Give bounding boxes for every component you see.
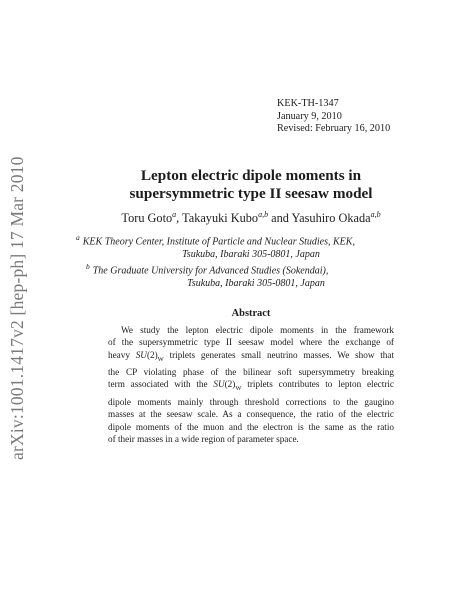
abstract-line: the CP violating phase of the bilinear soft supersymmetry breaking (108, 367, 394, 378)
affiliation-address: Tsukuba, Ibaraki 305-0801, Japan (187, 278, 325, 290)
abstract-line: We study the lepton electric dipole moments in the framework (121, 325, 394, 335)
math-subscript: W (235, 385, 242, 393)
math-su-arg: (2) (146, 349, 158, 360)
author-name: Takayuki Kubo (182, 211, 259, 226)
affiliation-line: The Graduate University for Advanced Studies (Sokendai), (92, 265, 329, 277)
abstract-heading: Abstract (231, 308, 271, 319)
author-conjunction: and (271, 211, 289, 226)
paper-title (70, 167, 432, 202)
preprint-revised: Revised: February 16, 2010 (277, 123, 391, 134)
author-name: Yasuhiro Okada (291, 211, 371, 226)
affiliation-mark: b (86, 262, 90, 271)
abstract-text: triplets generates small neutrino masses. We show that (169, 349, 394, 360)
abstract-line (108, 349, 394, 366)
affiliation (76, 231, 426, 261)
affiliation-line: KEK Theory Center, Institute of Particle and Nuclear Studies, KEK, (82, 236, 355, 248)
affiliation-mark: a (76, 233, 80, 242)
author-name: Toru Goto (121, 211, 173, 226)
abstract-line: dipole moments mainly through threshold corrections to the gaugino (108, 396, 394, 407)
abstract-text: heavy (108, 349, 130, 360)
title-line-1: Lepton electric dipole moments in (140, 167, 362, 184)
abstract-line: of their masses in a wide region of parameter space. (108, 433, 299, 444)
math-su: SU (213, 379, 225, 390)
arxiv-identifier: arXiv:1001.1417v2 [hep-ph] 17 Mar 2010 (7, 156, 27, 460)
abstract-body (108, 324, 394, 445)
abstract-line (108, 378, 394, 395)
preprint-info (277, 98, 390, 136)
math-su: SU (135, 349, 147, 360)
abstract-text: term associated with the (108, 379, 208, 390)
abstract-line: dipole moments of the muon and the electron is the same as the ratio (108, 421, 394, 432)
abstract-line: masses at the seesaw scale. As a consequence, the ratio of the electric (108, 409, 394, 420)
affiliation (86, 260, 426, 290)
author-affiliation-mark: a (172, 210, 177, 219)
title-line-2: supersymmetric type II seesaw model (129, 184, 373, 202)
author-list: Toru Goto$^a$, Takayuki Kubo$^{a,b}$ and Yasuhiro Okada$^{a,b}$ (121, 210, 381, 226)
math-subscript: W (157, 355, 164, 363)
math-su-arg: (2) (224, 379, 236, 390)
author-affiliation-mark: a,b (370, 210, 381, 219)
preprint-date: January 9, 2010 (277, 110, 342, 122)
affiliation-address: Tsukuba, Ibaraki 305-0801, Japan (182, 249, 320, 261)
abstract-line: of the supersymmetric type II seesaw model where the exchange of (108, 337, 394, 348)
author-affiliation-mark: a,b (258, 210, 269, 219)
preprint-number: KEK-TH-1347 (277, 98, 339, 109)
abstract-text: triplets contributes to lepton electric (247, 379, 395, 390)
